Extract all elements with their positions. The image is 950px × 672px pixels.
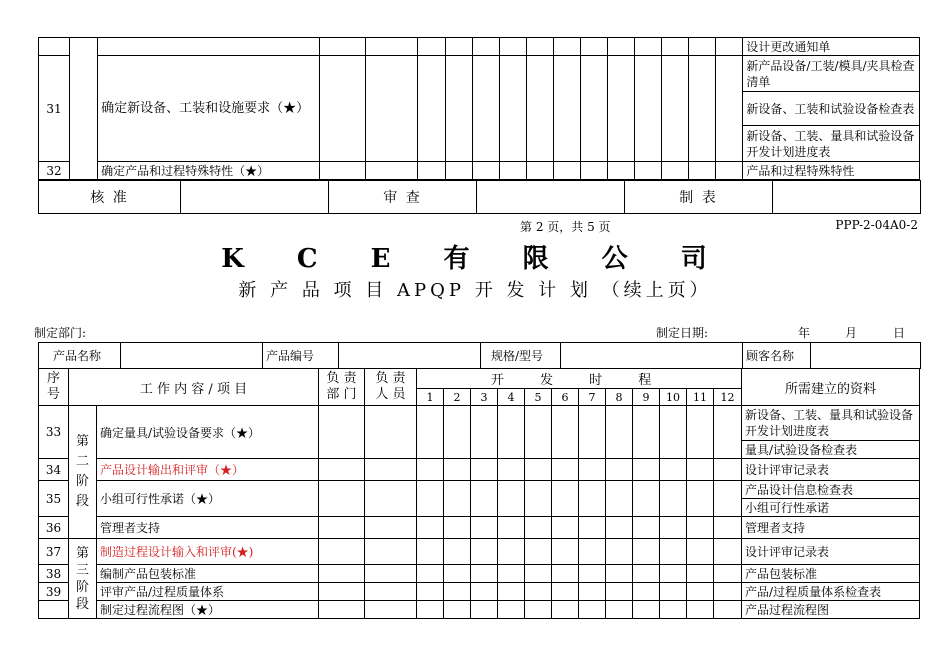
month-9: 9 xyxy=(633,389,660,406)
approve-field[interactable] xyxy=(181,181,329,214)
customer-name-label: 顾客名称 xyxy=(743,343,811,369)
date-year: 年 xyxy=(798,326,811,340)
table-row xyxy=(39,539,920,565)
row-number: 37 xyxy=(39,539,69,565)
docs-header: 所需建立的资料 xyxy=(742,369,920,406)
month-4: 4 xyxy=(498,389,525,406)
product-no-field[interactable] xyxy=(339,343,481,369)
doc-cell: 产品和过程特殊特性 xyxy=(743,162,920,180)
month-8: 8 xyxy=(606,389,633,406)
date-label: 制定日期: xyxy=(656,326,709,340)
table-row xyxy=(39,583,920,601)
product-info-table xyxy=(38,342,921,369)
task-cell: 编制产品包装标准 xyxy=(97,565,319,583)
dept-header: 负 责 部 门 xyxy=(319,369,365,406)
month-1: 1 xyxy=(417,389,444,406)
table-row xyxy=(39,481,920,499)
stage-cell xyxy=(70,38,98,180)
doc-cell: 产品设计信息检查表 xyxy=(742,481,920,499)
task-cell: 确定产品和过程特殊特性（★） xyxy=(98,162,320,180)
stage-second: 第二阶段 xyxy=(69,406,97,539)
row-number: 38 xyxy=(39,565,69,583)
doc-cell: 产品包装标准 xyxy=(742,565,920,583)
approve-label: 核 准 xyxy=(39,181,181,214)
doc-cell: 量具/试验设备检查表 xyxy=(742,441,920,459)
date-month: 月 xyxy=(845,326,858,340)
date-day: 日 xyxy=(893,326,906,340)
person-header: 负 责 人 员 xyxy=(365,369,417,406)
signature-table xyxy=(38,180,921,214)
spec-model-field[interactable] xyxy=(561,343,743,369)
task-cell: 确定新设备、工装和设施要求（★） xyxy=(98,56,320,162)
review-label: 审 查 xyxy=(329,181,477,214)
work-item-header: 工 作 内 容 / 项 目 xyxy=(69,369,319,406)
company-title: K C E 有 限 公 司 xyxy=(221,244,729,274)
row-number: 36 xyxy=(39,517,69,539)
doc-cell: 设计更改通知单 xyxy=(743,38,920,56)
month-10: 10 xyxy=(660,389,687,406)
month-2: 2 xyxy=(444,389,471,406)
doc-code: PPP-2-04A0-2 xyxy=(835,218,918,232)
month-5: 5 xyxy=(525,389,552,406)
month-3: 3 xyxy=(471,389,498,406)
page-info: 第 2 页，共 5 页 xyxy=(520,220,611,234)
doc-cell: 新产品设备/工装/模具/夹具检查清单 xyxy=(743,56,920,92)
doc-cell: 设计评审记录表 xyxy=(742,459,920,481)
row-number: 34 xyxy=(39,459,69,481)
plan-subtitle: 新 产 品 项 目 APQP 开 发 计 划 （续上页） xyxy=(238,280,712,301)
doc-cell: 新设备、工装和试验设备检查表 xyxy=(743,92,920,126)
doc-cell: 产品/过程质量体系检查表 xyxy=(742,583,920,601)
table-row xyxy=(39,565,920,583)
task-cell: 制定过程流程图（★） xyxy=(97,601,319,619)
prepare-field[interactable] xyxy=(773,181,921,214)
row-number: 32 xyxy=(39,162,70,180)
schedule-header: 开 发 时 程 xyxy=(417,369,742,389)
task-cell: 小组可行性承诺（★） xyxy=(97,481,319,517)
month-12: 12 xyxy=(714,389,742,406)
table-row xyxy=(39,459,920,481)
row-number xyxy=(39,38,70,56)
task-cell: 确定量具/试验设备要求（★） xyxy=(97,406,319,459)
apqp-plan-table xyxy=(38,368,920,619)
month-6: 6 xyxy=(552,389,579,406)
product-name-field[interactable] xyxy=(121,343,263,369)
row-number: 35 xyxy=(39,481,69,517)
customer-name-field[interactable] xyxy=(811,343,921,369)
table-row xyxy=(39,517,920,539)
table-row xyxy=(39,601,920,619)
doc-cell: 新设备、工装、量具和试验设备开发计划进度表 xyxy=(743,126,920,162)
top-plan-table xyxy=(38,37,920,180)
doc-cell: 小组可行性承诺 xyxy=(742,499,920,517)
product-no-label: 产品编号 xyxy=(263,343,339,369)
row-number: 33 xyxy=(39,406,69,459)
month-11: 11 xyxy=(687,389,714,406)
doc-cell: 管理者支持 xyxy=(742,517,920,539)
product-name-label: 产品名称 xyxy=(39,343,121,369)
task-cell: 产品设计输出和评审（★） xyxy=(97,459,319,481)
task-cell: 制造过程设计输入和评审(★) xyxy=(97,539,319,565)
doc-cell: 新设备、工装、量具和试验设备开发计划进度表 xyxy=(742,406,920,441)
table-row xyxy=(39,406,920,441)
month-7: 7 xyxy=(579,389,606,406)
doc-cell: 设计评审记录表 xyxy=(742,539,920,565)
task-cell xyxy=(98,38,320,56)
top-row-continued xyxy=(39,38,920,56)
task-cell: 评审产品/过程质量体系 xyxy=(97,583,319,601)
spec-model-label: 规格/型号 xyxy=(481,343,561,369)
row-number: 31 xyxy=(39,56,70,162)
seq-header: 序号 xyxy=(39,369,69,406)
prepare-label: 制 表 xyxy=(625,181,773,214)
task-cell: 管理者支持 xyxy=(97,517,319,539)
row-number xyxy=(39,601,69,619)
review-field[interactable] xyxy=(477,181,625,214)
doc-cell: 产品过程流程图 xyxy=(742,601,920,619)
dept-label: 制定部门: xyxy=(34,326,87,340)
row-number: 39 xyxy=(39,583,69,601)
stage-third: 第三阶段 xyxy=(69,539,97,619)
